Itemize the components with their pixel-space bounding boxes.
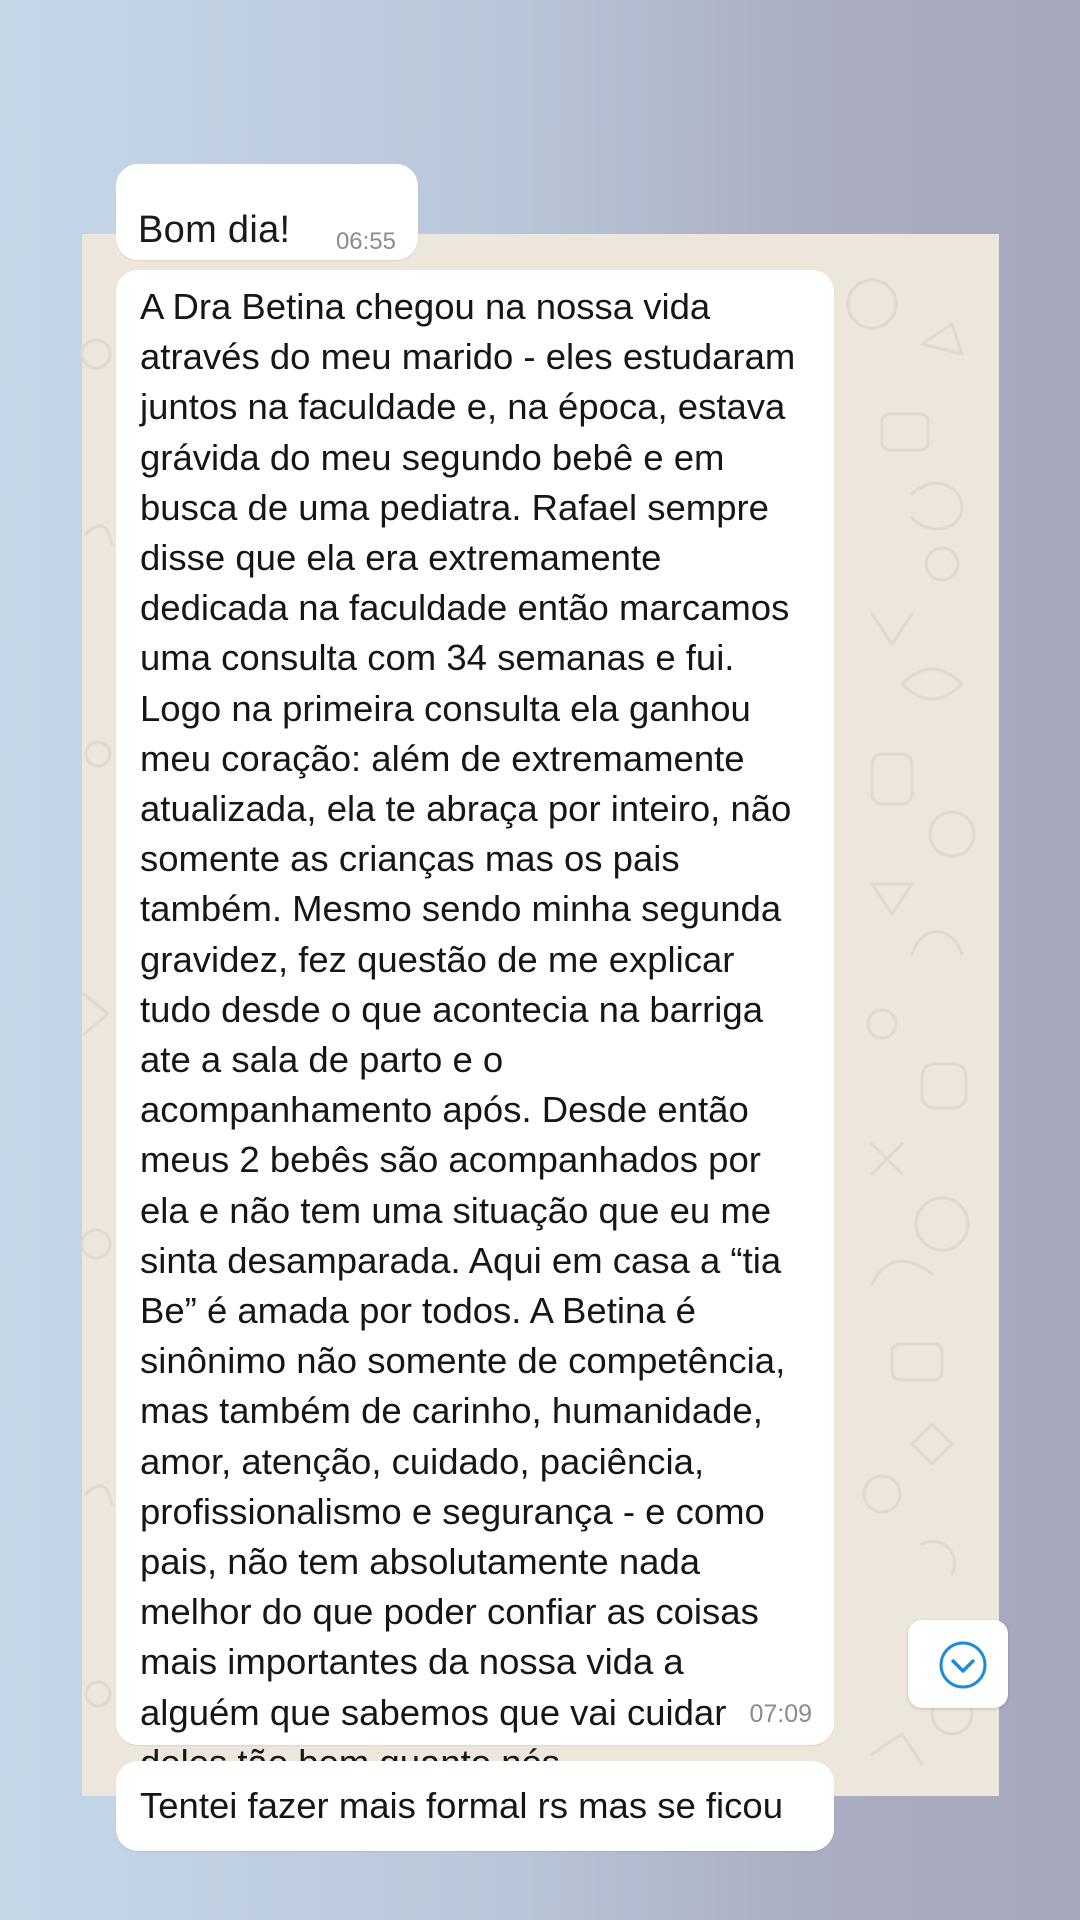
scroll-to-bottom-button[interactable] [908, 1620, 1008, 1708]
message-text: Bom dia! [138, 209, 291, 251]
chevron-down-circle-icon [938, 1640, 988, 1690]
chat-panel [82, 209, 999, 1826]
message-bubble-next[interactable] [116, 1761, 834, 1851]
message-timestamp: 06:55 [335, 228, 396, 255]
message-text: A Dra Betina chegou na nossa vida através do meu marido - eles estudaram juntos na faculdade e, na época, estava grávida do meu segundo bebê e em busca de uma pediatra. Rafael sempre disse que ela era extremamente dedicada na faculdade então marcamos uma consulta com 34 semanas e fui. Logo na primeira consulta ela ganhou meu coração: além de extremamente atualizada, ela te abraça por inteiro, não somente as crianças mas os pais também. Mesmo sendo minha segunda gravidez, fez questão de me explicar tudo desde o que acontecia na barriga ate a sala de parto e o acompanhamento após. Desde então meus 2 bebês são acompanhados por ela e não tem uma situação que eu me sinta desamparada. Aqui em casa a “tia Be” é amada por todos. A Betina é sinônimo não somente de competência, mas também de carinho, humanidade, amor, atenção, cuidado, paciência, profissionalismo e segurança - e como pais, não tem absolutamente nada melhor do que poder confiar as coisas mais importantes da nossa vida a alguém que sabemos que vai cuidar [140, 286, 796, 1733]
message-timestamp: 07:09 [749, 1700, 812, 1728]
message-text: Tentei fazer mais formal rs mas se ficou [140, 1785, 784, 1826]
message-bubble-testimonial[interactable] [116, 270, 834, 1745]
message-bubble-previous[interactable] [116, 164, 418, 260]
